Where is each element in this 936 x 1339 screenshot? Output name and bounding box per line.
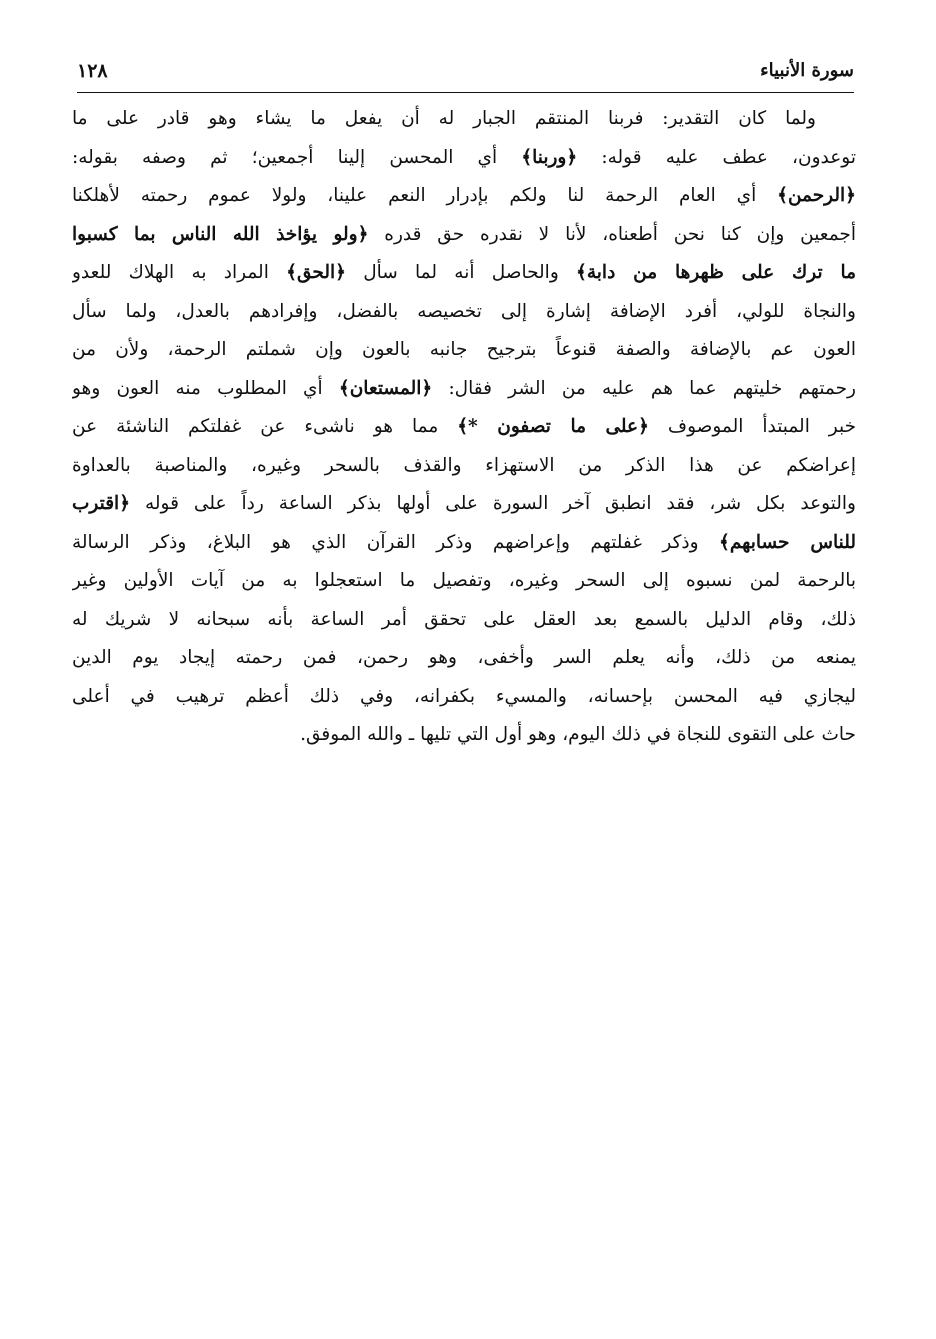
text-segment: وذكر غفلتهم وإعراضهم وذكر القرآن الذي هو البلاغ، وذكر الرسالة <box>72 531 720 553</box>
text-segment: خبر المبتدأ الموصوف <box>648 416 856 437</box>
text-line <box>72 678 856 717</box>
text-line <box>72 639 856 678</box>
text-line <box>72 447 856 486</box>
text-segment: بالرحمة لمن نسبوه إلى السحر وغيره، وتفصيل ما استعجلوا به من آيات الأولين وغير <box>72 570 856 591</box>
text-segment: أي المحسن إلينا أجمعين؛ ثم وصفه بقوله: <box>72 146 522 168</box>
text-segment: مما هو ناشىء عن غفلتكم الناشئة عن <box>72 416 458 437</box>
quran-quote: ﴿على ما تصفون *﴾ <box>457 416 649 437</box>
text-segment: ولما كان التقدير: فربنا المنتقم الجبار له أن يفعل ما يشاء وهو قادر على ما <box>72 108 816 129</box>
quran-quote: للناس حسابهم﴾ <box>719 531 856 553</box>
text-line <box>72 293 856 332</box>
page-number: ١٢٨ <box>77 60 108 82</box>
text-line <box>72 601 856 640</box>
text-line <box>72 139 856 178</box>
text-line <box>72 408 856 447</box>
text-segment: توعدون، عطف عليه قوله: <box>577 146 856 168</box>
text-segment: العون عم بالإضافة والصفة قنوعاً بترجيح جانبه بالعون وإن شملتم الرحمة، ولأن من <box>72 339 856 360</box>
page-header <box>77 56 854 93</box>
quran-quote: ﴿المستعان﴾ <box>338 377 433 399</box>
text-segment: حاث على التقوى للنجاة في ذلك اليوم، وهو أول التي تليها ـ والله الموفق. <box>300 724 856 745</box>
quran-quote: ﴿اقترب <box>72 493 131 514</box>
text-segment: والحاصل أنه لما سأل <box>345 262 577 283</box>
text-line <box>72 100 856 139</box>
text-line <box>72 485 856 524</box>
text-segment: إعراضكم عن هذا الذكر من الاستهزاء والقذف بالسحر وغيره، والمناصبة بالعداوة <box>72 454 856 476</box>
quran-quote: ﴿الحق﴾ <box>286 262 346 283</box>
text-segment: والتوعد بكل شر، فقد انطبق آخر السورة على أولها بذكر الساعة رداً على قوله <box>130 493 856 514</box>
page-body <box>72 100 856 755</box>
text-segment: أجمعين وإن كنا نحن أطعناه، لأنا لا نقدره حق قدره <box>368 223 856 245</box>
text-line <box>72 177 856 216</box>
text-segment: ذلك، وقام الدليل بالسمع بعد العقل على تحقق أمر الساعة بأنه سبحانه لا شريك له <box>72 608 856 630</box>
text-line <box>72 216 856 255</box>
text-line <box>72 524 856 563</box>
text-line <box>72 331 856 370</box>
text-segment: والنجاة للولي، أفرد الإضافة إشارة إلى تخصيصه بالفضل، وإفرادهم بالعدل، ولما سأل <box>72 300 856 322</box>
quran-quote: ما ترك على ظهرها من دابة﴾ <box>576 262 856 283</box>
quran-quote: ﴿ولو يؤاخذ الله الناس بما كسبوا <box>72 223 369 245</box>
text-segment: رحمتهم خليتهم عما هم عليه من الشر فقال: <box>432 377 856 399</box>
text-segment: أي المطلوب منه العون وهو <box>72 377 339 399</box>
text-segment: يمنعه من ذلك، وأنه يعلم السر وأخفى، وهو رحمن، فمن رحمته إيجاد يوم الدين <box>72 647 856 668</box>
quran-quote: ﴿الرحمن﴾ <box>777 185 856 206</box>
text-line <box>72 254 856 293</box>
text-line <box>72 716 856 755</box>
quran-quote: ﴿وربنا﴾ <box>521 146 578 168</box>
text-line <box>72 562 856 601</box>
text-segment: المراد به الهلاك للعدو <box>72 262 287 283</box>
text-segment: ليجازي فيه المحسن بإحسانه، والمسيء بكفرانه، وفي ذلك أعظم ترهيب في أعلى <box>72 685 856 707</box>
surah-title: سورة الأنبياء <box>760 60 854 81</box>
text-segment: أي العام الرحمة لنا ولكم بإدرار النعم علينا، ولولا عموم رحمته لأهلكنا <box>72 185 778 206</box>
text-line <box>72 370 856 409</box>
